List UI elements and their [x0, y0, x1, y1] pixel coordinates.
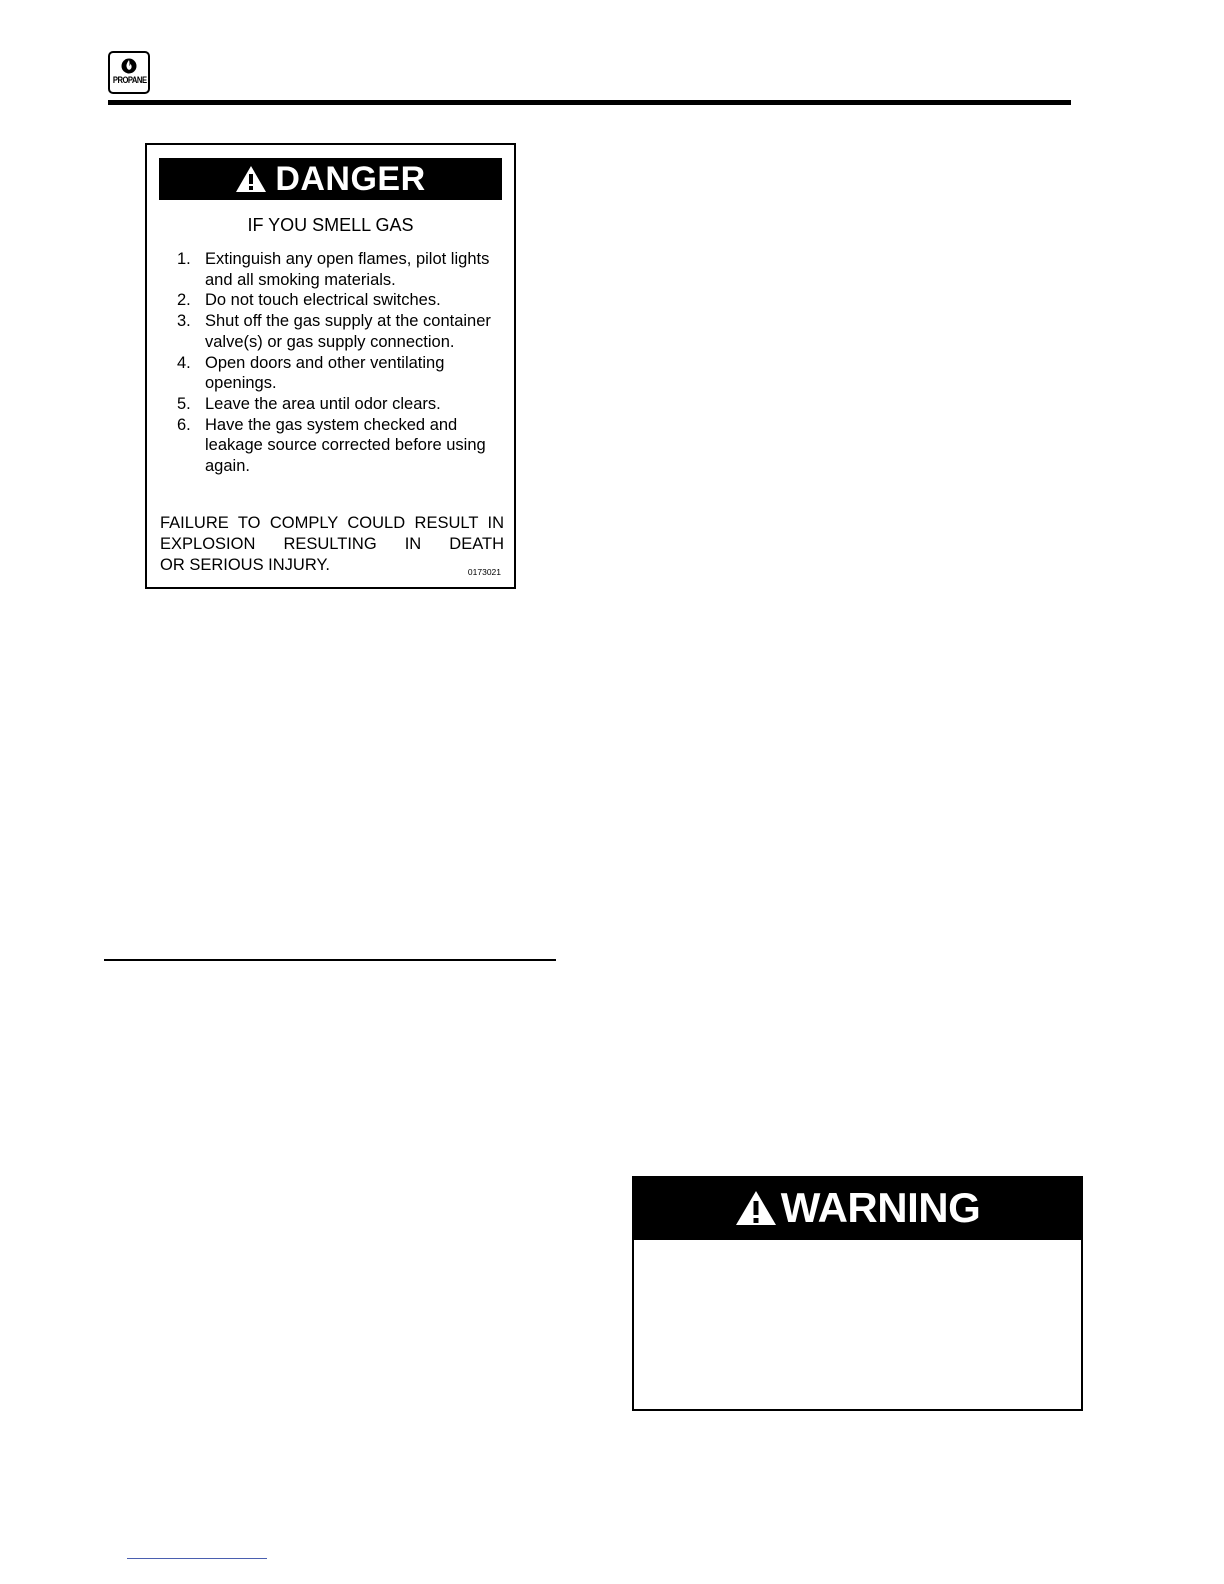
- step-text: Extinguish any open flames, pilot lights and all smoking materials.: [205, 250, 490, 289]
- warning-triangle-icon: [235, 165, 267, 193]
- step-number: 4.: [177, 353, 191, 372]
- list-item: [177, 290, 497, 311]
- consequence-line: FAILURE TO COMPLY COULD RESULT: [160, 514, 479, 532]
- footer-rule: [127, 1558, 267, 1559]
- section-divider: [104, 959, 556, 961]
- step-text: Do not touch electrical switches.: [205, 291, 441, 310]
- list-item: [177, 353, 497, 394]
- warning-box: [632, 1176, 1083, 1411]
- list-item: [177, 394, 497, 415]
- label-part-number: 0173021: [467, 567, 501, 577]
- step-number: 2.: [177, 291, 191, 310]
- warning-signal-word: WARNING: [780, 1184, 981, 1231]
- list-item: [177, 311, 497, 352]
- step-text: Open doors and other ventilating openings.: [205, 353, 445, 393]
- step-text: Have the gas system checked and leakage source corrected before using again.: [205, 415, 486, 476]
- danger-title: IF YOU SMELL GAS: [247, 215, 414, 235]
- step-number: 1.: [177, 250, 191, 268]
- danger-banner: [159, 158, 502, 200]
- danger-steps-list: [177, 249, 497, 477]
- flame-icon: [120, 56, 138, 74]
- step-number: 6.: [177, 415, 191, 434]
- danger-label: [145, 143, 516, 589]
- consequence-line: IN EXPLOSION RESULTING IN DEATH: [160, 514, 504, 553]
- warning-banner: [632, 1176, 1083, 1240]
- step-text: Shut off the gas supply at the container valve(s) or gas supply connection.: [205, 312, 491, 351]
- danger-consequence: [160, 513, 504, 576]
- step-number: 3.: [177, 312, 191, 331]
- warning-triangle-icon: [735, 1190, 777, 1226]
- consequence-line: OR SERIOUS INJURY.: [160, 556, 330, 574]
- header-rule: [108, 100, 1071, 105]
- step-number: 5.: [177, 394, 191, 413]
- list-item: [177, 415, 497, 477]
- step-text: Leave the area until odor clears.: [205, 394, 441, 413]
- propane-badge: [108, 51, 150, 94]
- badge-label: PROPANE: [112, 75, 147, 85]
- list-item: [177, 249, 497, 290]
- danger-signal-word: DANGER: [275, 159, 426, 198]
